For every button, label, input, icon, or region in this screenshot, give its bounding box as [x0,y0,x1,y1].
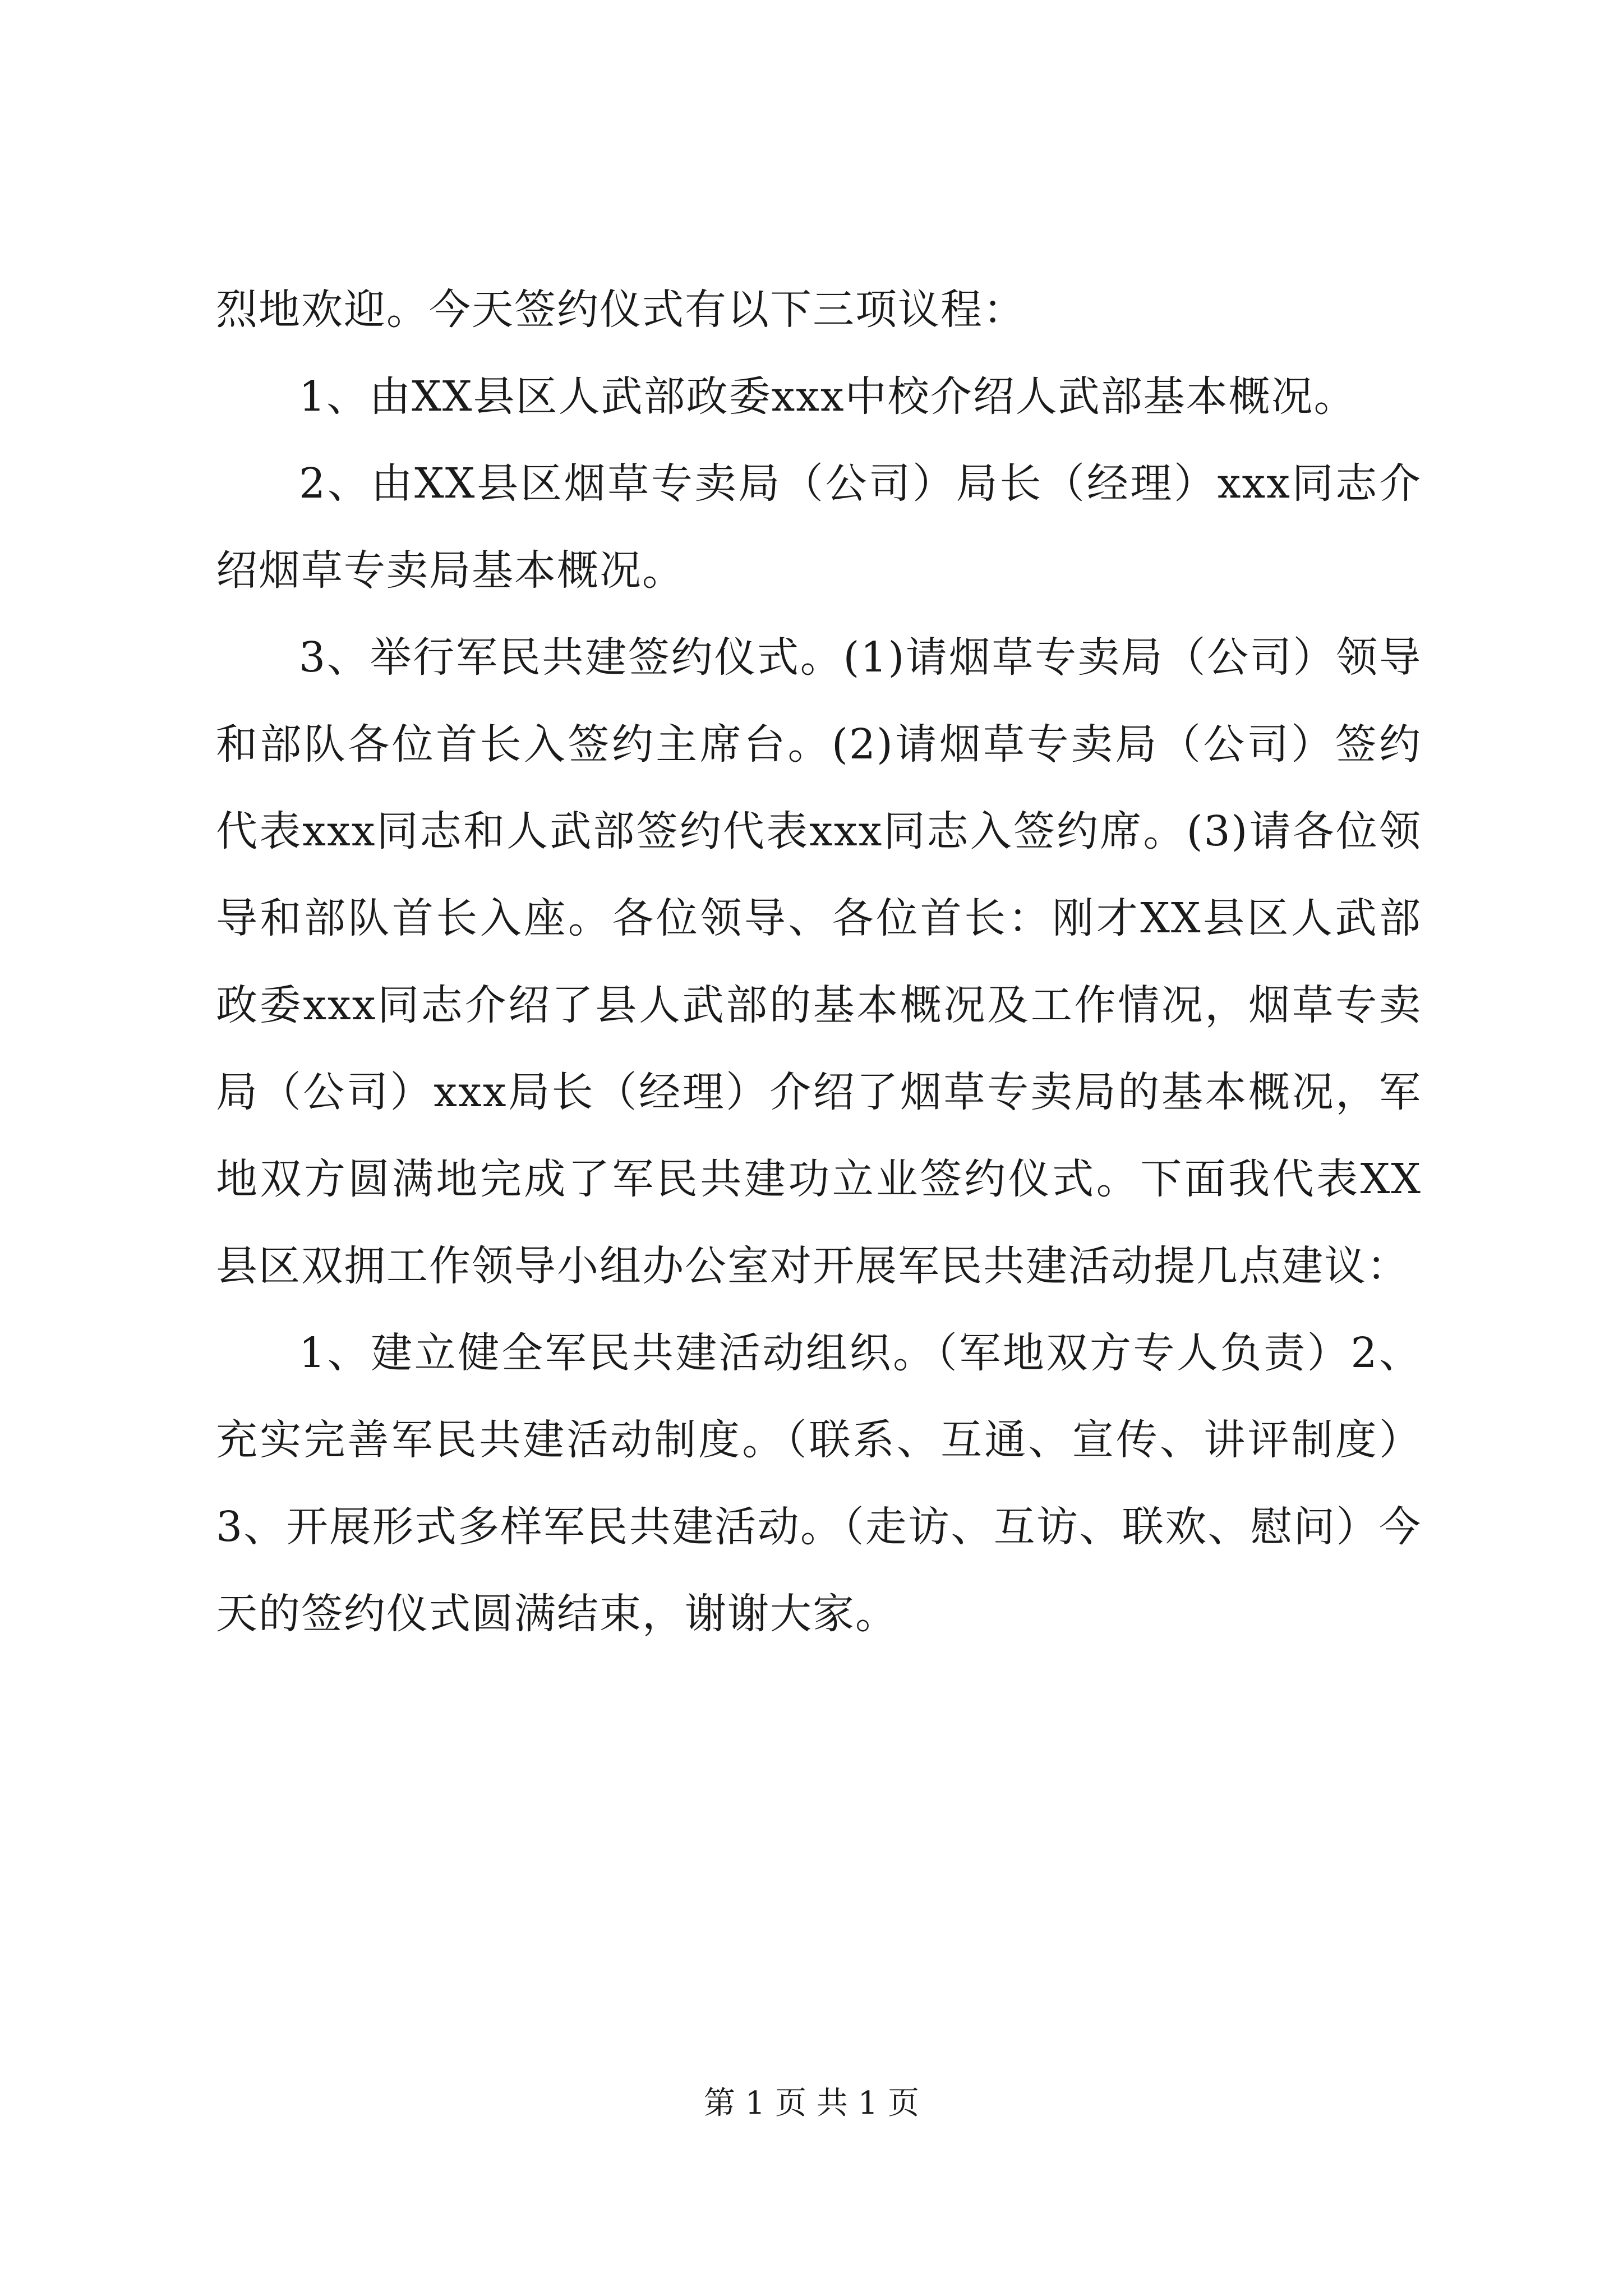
paragraph-3: 2、由XX县区烟草专卖局（公司）局长（经理）xxx同志介绍烟草专卖局基本概况。 [216,459,1422,595]
paragraph-1: 烈地欢迎。今天签约仪式有以下三项议程： [216,286,1026,334]
page-footer: 第 1 页 共 1 页 [703,2085,920,2122]
document-body [216,266,1422,1658]
paragraph-4: 3、举行军民共建签约仪式。(1)请烟草专卖局（公司）领导和部队各位首长入签约主席台。(2)请烟草专卖局（公司）签约代表xxx同志和人武部签约代表xxx同志入签约席。(3)请各位领导和部队首长入座。各位领导、各位首长：刚才XX县区人武部政委xxx同志介绍了县人武部的基本概况及工作情况，烟草专卖局（公司）xxx局长（经理）介绍了烟草专卖局的基本概况，军地双方圆满地完成了军民共建功立业签约仪式。下面我代表XX县区双拥工作领导小组办公室对开展军民共建活动提几点建议： [216,633,1422,1290]
paragraph-5: 1、建立健全军民共建活动组织。（军地双方专人负责）2、充实完善军民共建活动制度。（联系、互通、宣传、讲评制度）3、开展形式多样军民共建活动。（走访、互访、联欢、慰问）今天的签约仪式圆满结束，谢谢大家。 [216,1329,1422,1638]
paragraph-2: 1、由XX县区人武部政委xxx中校介绍人武部基本概况。 [299,372,1357,421]
